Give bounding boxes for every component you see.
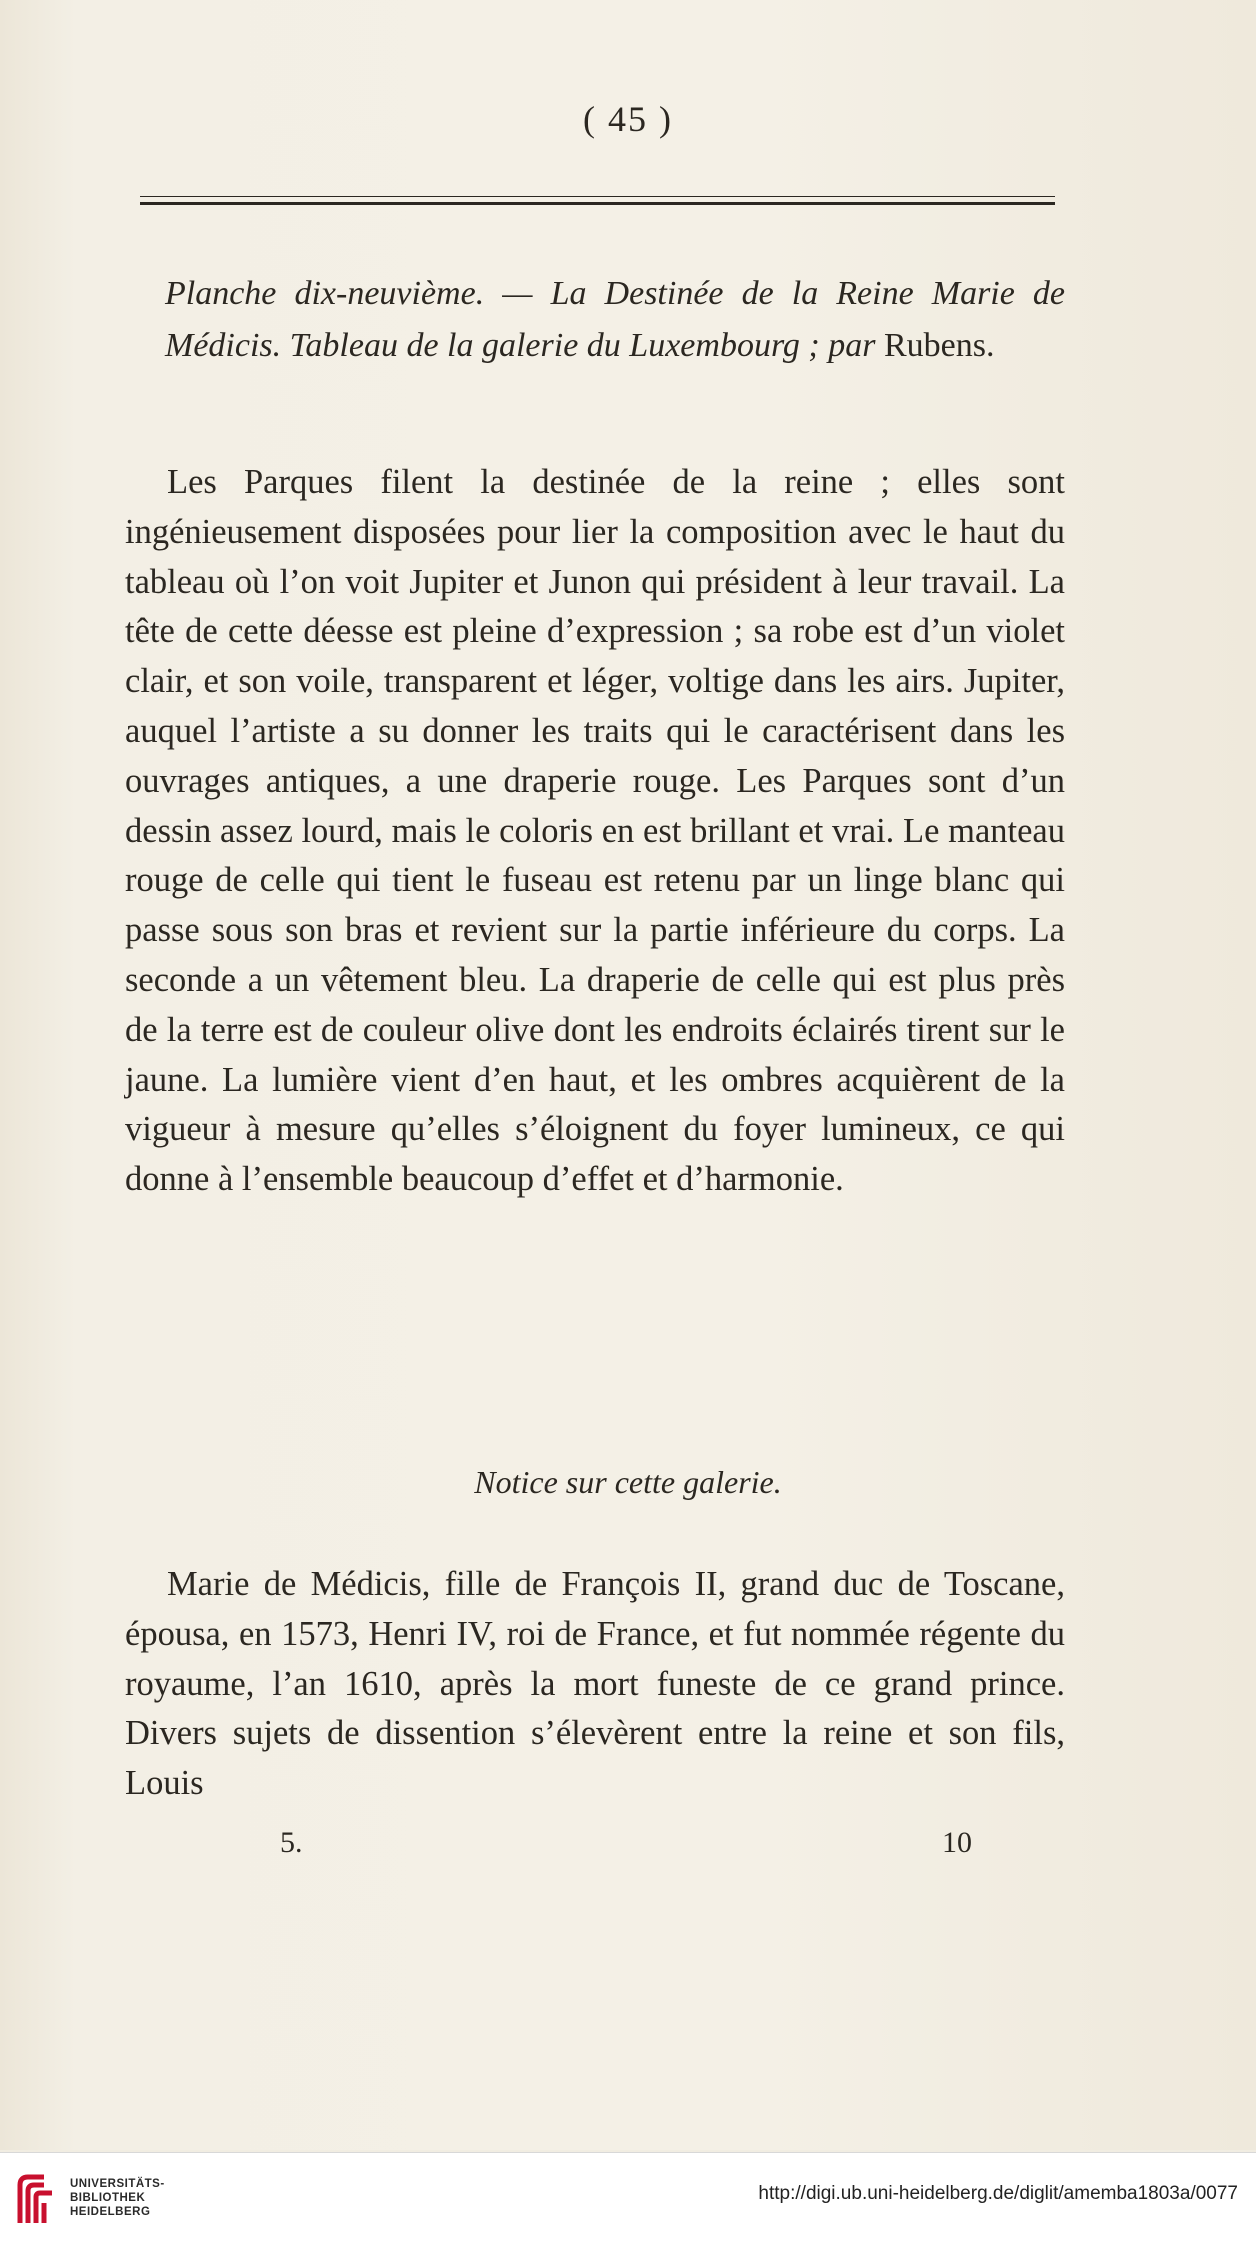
library-name-line1: UNIVERSITÄTS- — [70, 2178, 165, 2190]
paragraph-description: Les Parques filent la destinée de la reine ; elles sont ingénieusement disposées pour lier la composition avec le haut du tableau où l’on voit Jupiter et Junon qui président à leur travail. La tête de cette déesse est pleine d’expression ; sa robe est d’un violet clair, et son voile, transparent et léger, voltige dans les airs. Jupiter, auquel l’artiste a su donner les traits qui le caractérisent dans les ouvrages antiques, a une draperie rouge. Les Parques sont d’un dessin assez lourd, mais le coloris en est brillant et vrai. Le manteau rouge de celle qui tient le fuseau est retenu par un linge blanc qui passe sous son bras et revient sur la partie inférieure du corps. La seconde a un vêtement bleu. La draperie de celle qui est plus près de la terre est de couleur olive dont les endroits éclairés tirent sur le jaune. La lumière vient d’en haut, et les ombres acquièrent de la vigueur à mesure qu’elles s’éloignent du foyer lumineux, ce qui donne à l’ensemble beaucoup d’effet et d’harmonie. — [125, 463, 1065, 1199]
caption-text: Planche dix-neuvième. — La Destinée de la Reine Marie de Médicis. Tableau de la galerie du Luxembourg ; par — [165, 275, 1065, 364]
library-name-line2: BIBLIOTHEK — [70, 2192, 146, 2204]
paragraph-notice: Marie de Médicis, fille de François II, grand duc de Toscane, épousa, en 1573, Henri IV, roi de France, et fut nommée régente du royaume, l’an 1610, après la mort funeste de ce grand prince. Divers sujets de dissention s’élevèrent entre la reine et son fils, Louis — [125, 1565, 1065, 1803]
header-rule-thick — [140, 202, 1055, 205]
library-name — [70, 2177, 165, 2219]
signature-mark: 5. — [280, 1826, 303, 1859]
header-rule-thin — [140, 196, 1055, 197]
section-subheading: Notice sur cette galerie. — [474, 1464, 782, 1500]
running-head-page-number: ( 45 ) — [583, 99, 673, 139]
caption-artist: Rubens. — [883, 327, 995, 364]
library-name-line3: HEIDELBERG — [70, 2206, 151, 2218]
folio-number: 10 — [942, 1826, 972, 1859]
permalink-url[interactable]: http://digi.ub.uni-heidelberg.de/diglit/amemba1803a/0077 — [758, 2183, 1238, 2204]
plate-caption — [125, 268, 1065, 372]
library-logo-icon — [14, 2171, 58, 2229]
digitization-footer-bar — [0, 2152, 1256, 2246]
